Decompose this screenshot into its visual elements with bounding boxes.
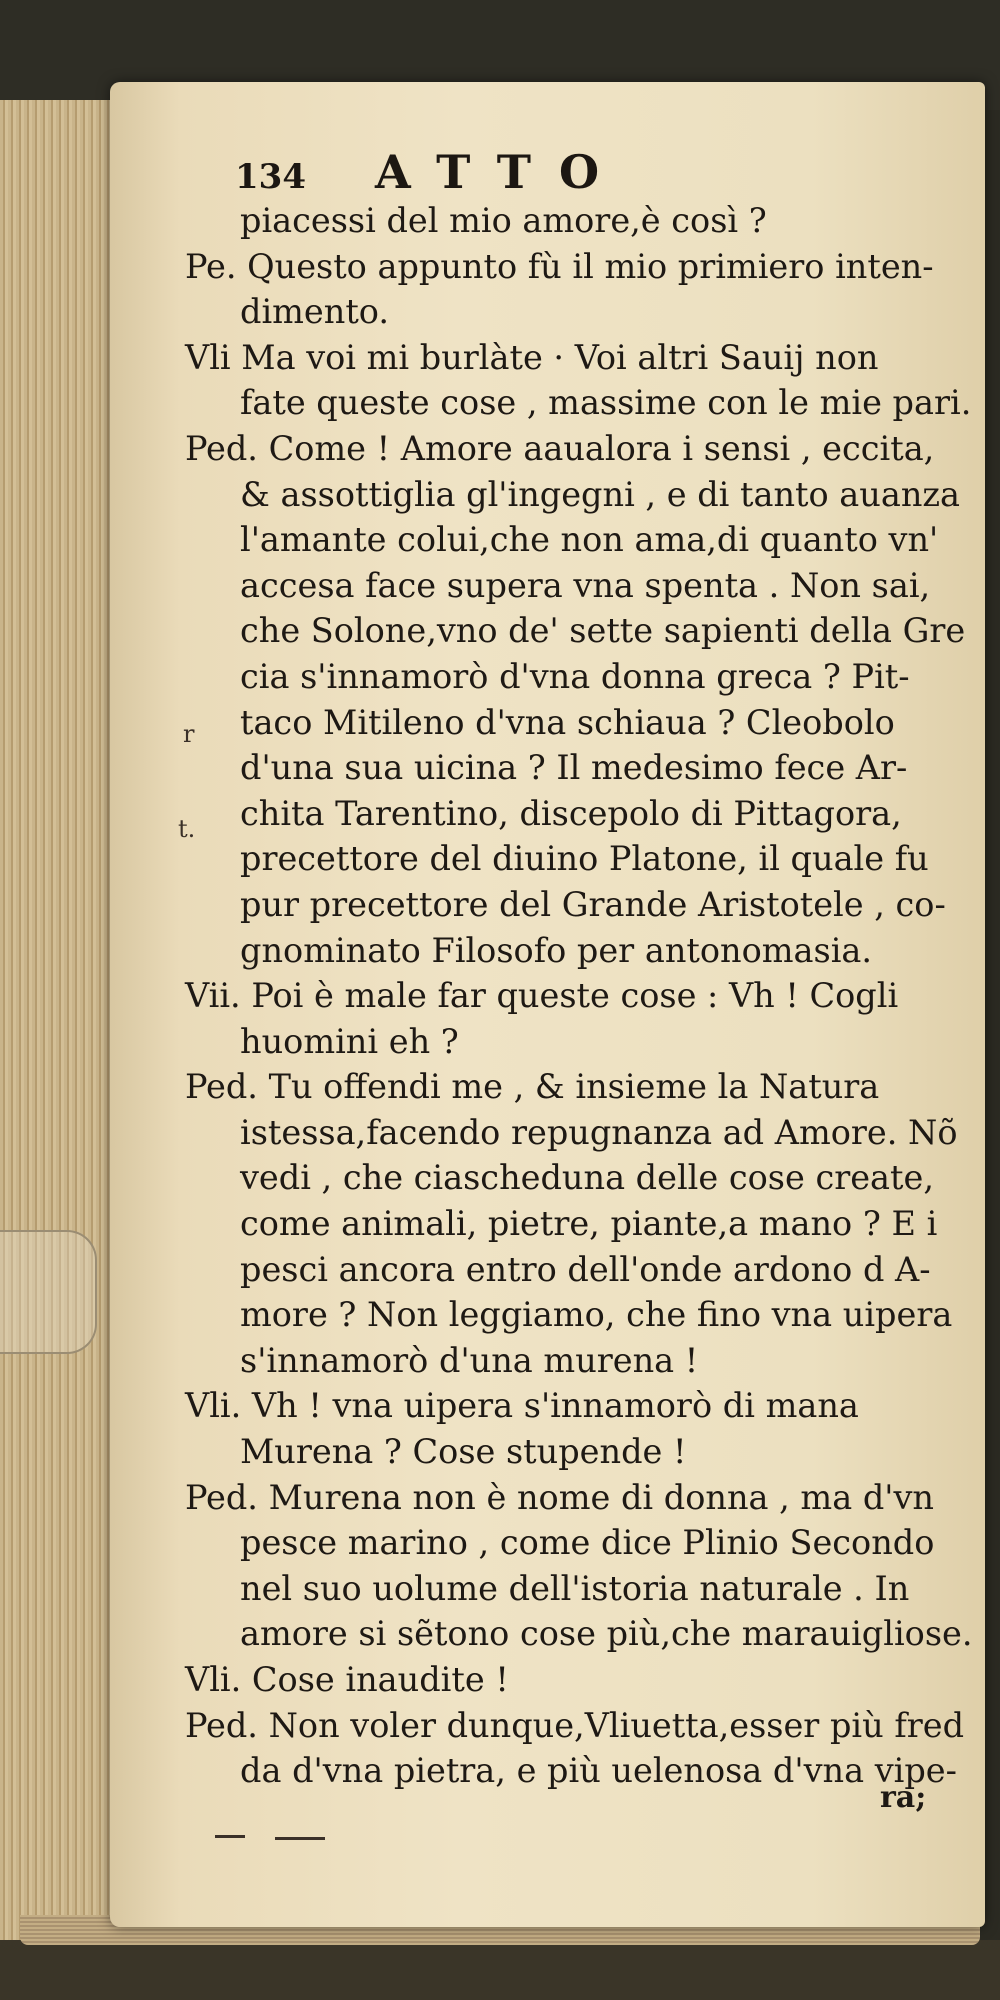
- text-line: huomini eh ?: [240, 1021, 459, 1061]
- text-line: Vii. Poi è male far queste cose : Vh ! Cogli: [185, 976, 899, 1016]
- text-line: Pe. Questo appunto fù il mio primiero inten-: [185, 246, 934, 286]
- text-line: piacessi del mio amore,è così ?: [240, 201, 767, 240]
- text-line: che Solone,vno de' sette sapienti della Gre: [240, 611, 966, 651]
- text-line: Ped. Non voler dunque,Vliuetta,esser più fred: [185, 1705, 965, 1745]
- background-bottom: [0, 1940, 1000, 2000]
- text-line: more ? Non leggiamo, che fino vna uipera: [240, 1295, 953, 1335]
- text-line: Vli Ma voi mi burlàte · Voi altri Sauij non: [185, 337, 879, 377]
- text-line: fate queste cose , massime con le mie pari.: [240, 383, 972, 423]
- text-line: amore si sẽtono cose più,che marauigliose.: [240, 1614, 973, 1654]
- text-line: accesa face supera vna spenta . Non sai,: [240, 565, 931, 605]
- text-line: nel suo uolume dell'istoria naturale . In: [240, 1568, 910, 1608]
- page-edges-left: [0, 100, 122, 1940]
- text-line: s'innamorò d'una murena !: [240, 1340, 699, 1380]
- text-line: Vli. Vh ! vna uipera s'innamorò di mana: [185, 1386, 859, 1426]
- text-line: Murena ? Cose stupende !: [240, 1432, 687, 1472]
- text-line: taco Mitileno d'vna schiaua ? Cleobolo: [240, 702, 895, 742]
- margin-mark: r: [183, 720, 195, 748]
- text-line: istessa,facendo repugnanza ad Amore. Nõ: [240, 1112, 958, 1152]
- text-line: gnominato Filosofo per antonomasia.: [240, 930, 873, 970]
- text-line: da d'vna pietra, e più uelenosa d'vna vipe-: [240, 1751, 957, 1791]
- text-line: & assottiglia gl'ingegni , e di tanto auanza: [240, 474, 961, 514]
- text-line: cia s'innamorò d'vna donna greca ? Pit-: [240, 656, 910, 696]
- text-line: d'una sua uicina ? Il medesimo fece Ar-: [240, 748, 908, 788]
- running-title: ATTO: [375, 145, 628, 199]
- text-line: Ped. Come ! Amore aaualora i sensi , eccita,: [185, 428, 935, 468]
- page-number: 134: [235, 157, 306, 197]
- ink-stroke: [275, 1837, 325, 1840]
- text-line: Vli. Cose inaudite !: [185, 1660, 509, 1699]
- text-line: dimento.: [240, 292, 390, 332]
- text-body: [185, 198, 975, 1794]
- text-line: l'amante colui,che non ama,di quanto vn': [240, 520, 939, 560]
- text-line: pesci ancora entro dell'onde ardono d A-: [240, 1249, 931, 1289]
- margin-mark: t.: [178, 815, 196, 843]
- text-line: chita Tarentino, discepolo di Pittagora,: [240, 793, 902, 833]
- text-line: pur precettore del Grande Aristotele , co-: [240, 884, 946, 924]
- text-line: Ped. Tu offendi me , & insieme la Natura: [185, 1067, 880, 1107]
- page-header: [235, 145, 735, 205]
- text-line: pesce marino , come dice Plinio Secondo: [240, 1523, 935, 1563]
- ink-stroke: [215, 1835, 245, 1838]
- text-line: come animali, pietre, piante,a mano ? E i: [240, 1204, 938, 1244]
- catchword: ra;: [880, 1780, 927, 1815]
- book-clip: [0, 1230, 97, 1354]
- text-line: Ped. Murena non è nome di donna , ma d'vn: [185, 1477, 934, 1517]
- text-line: precettore del diuino Platone, il quale fu: [240, 839, 929, 879]
- text-line: vedi , che ciascheduna delle cose create,: [240, 1158, 934, 1198]
